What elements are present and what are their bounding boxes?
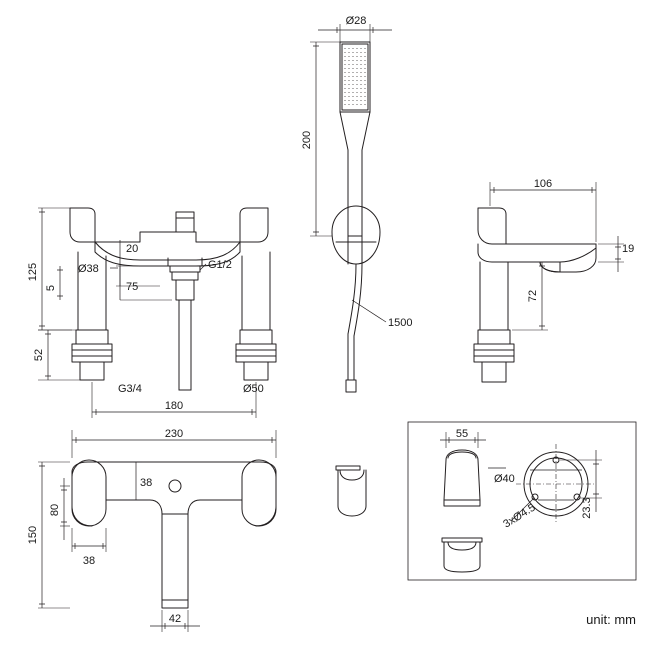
- dim-g34: G3/4: [118, 383, 142, 395]
- dim-d38: Ø38: [78, 263, 99, 275]
- detail-panel: [408, 422, 636, 580]
- dim-55: 55: [455, 428, 469, 440]
- front-elevation-dimensions: [27, 208, 264, 418]
- top-view-geometry: [72, 460, 276, 608]
- dim-106: 106: [533, 178, 553, 190]
- dim-233: 23.3: [581, 497, 593, 519]
- dim-80: 80: [49, 503, 61, 517]
- dim-20: 20: [126, 243, 139, 255]
- handset-geometry: [332, 42, 380, 392]
- dim-230: 230: [164, 428, 184, 440]
- dim-3xo45: 3xØ4.5: [501, 501, 538, 531]
- dim-1500: 1500: [388, 317, 413, 329]
- top-view-dimensions: [27, 428, 276, 632]
- dim-75: 75: [126, 281, 139, 293]
- dim-19: 19: [622, 243, 635, 255]
- dim-38a: 38: [140, 477, 153, 489]
- dim-d28: Ø28: [345, 15, 367, 27]
- dim-150: 150: [27, 525, 39, 545]
- dim-72: 72: [527, 289, 539, 303]
- dim-d50: Ø50: [243, 383, 264, 395]
- dim-38b: 38: [82, 555, 96, 567]
- dim-g12: G1/2: [208, 259, 232, 271]
- front-elevation-geometry: [70, 208, 276, 390]
- dim-5: 5: [45, 284, 57, 292]
- unit-note: unit: mm: [586, 612, 636, 627]
- side-elevation-dimensions: [490, 178, 634, 330]
- wall-bracket-small-view: [336, 466, 366, 516]
- dim-200: 200: [301, 130, 313, 150]
- dim-42: 42: [168, 613, 182, 625]
- dim-52: 52: [33, 348, 45, 362]
- dim-180: 180: [164, 400, 184, 412]
- handset-dimensions: [301, 15, 412, 329]
- dim-d40: Ø40: [494, 473, 515, 485]
- dim-125: 125: [27, 262, 39, 282]
